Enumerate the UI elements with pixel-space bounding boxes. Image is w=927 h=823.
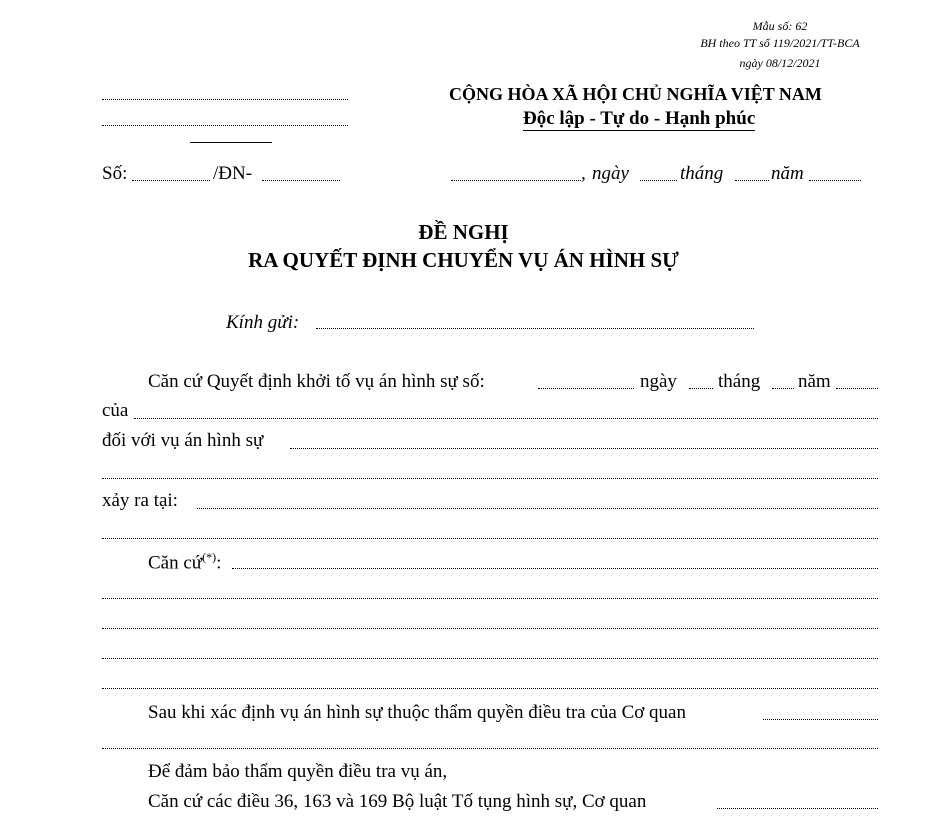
decision-basis-label: Căn cứ Quyết định khởi tố vụ án hình sự số: <box>148 371 485 392</box>
issuer-label: của <box>102 400 129 421</box>
decision-month-field[interactable] <box>772 388 794 389</box>
document-title-line-1: ĐỀ NGHỊ <box>418 220 509 244</box>
agency-line-2[interactable] <box>102 125 348 126</box>
basis-label <box>148 550 221 574</box>
basis-footnote-marker: (*) <box>202 550 217 564</box>
form-issued-date: ngày 08/12/2021 <box>739 56 821 70</box>
date-comma: , <box>581 163 586 184</box>
ensure-jurisdiction-statement: Để đảm bảo thẩm quyền điều tra vụ án, <box>148 761 448 782</box>
basis-field-line-3[interactable] <box>102 628 878 629</box>
case-label: đối với vụ án hình sự <box>102 430 264 451</box>
agency-line-1[interactable] <box>102 99 348 100</box>
document-title-line-2: RA QUYẾT ĐỊNH CHUYỂN VỤ ÁN HÌNH SỰ <box>248 248 679 272</box>
document-number-suffix-field[interactable] <box>262 180 340 181</box>
basis-field-line-2[interactable] <box>102 598 878 599</box>
basis-colon: : <box>216 552 222 574</box>
agency-underline <box>190 142 272 143</box>
basis-field[interactable] <box>232 568 878 569</box>
place-field[interactable] <box>451 180 581 181</box>
document-number-field[interactable] <box>132 180 210 181</box>
decision-number-field[interactable] <box>538 388 634 389</box>
date-year-label: năm <box>771 163 804 184</box>
location-field-continued[interactable] <box>102 538 878 539</box>
requesting-agency-field[interactable] <box>717 808 878 809</box>
basis-field-line-4[interactable] <box>102 658 878 659</box>
form-meta-block <box>655 18 905 72</box>
form-issued-by: BH theo TT số 119/2021/TT-BCA <box>700 36 860 50</box>
document-number-code: /ĐN- <box>213 163 253 184</box>
document-number-label: Số: <box>102 163 128 184</box>
date-day-label: ngày <box>592 163 629 184</box>
date-month-field[interactable] <box>735 180 769 181</box>
decision-month-label: tháng <box>718 371 761 392</box>
issuer-field[interactable] <box>134 418 878 419</box>
recipient-label: Kính gửi: <box>226 312 300 333</box>
form-number: Mẫu số: 62 <box>752 19 808 33</box>
decision-year-field[interactable] <box>836 388 878 389</box>
decision-year-label: năm <box>798 371 831 392</box>
jurisdiction-statement: Sau khi xác định vụ án hình sự thuộc thẩm quyền điều tra của Cơ quan <box>148 702 686 723</box>
national-motto <box>523 108 755 130</box>
decision-day-field[interactable] <box>689 388 713 389</box>
motto-text: Độc lập - Tự do - Hạnh phúc <box>523 108 756 129</box>
case-field[interactable] <box>290 448 878 449</box>
national-title: CỘNG HÒA XÃ HỘI CHỦ NGHĨA VIỆT NAM <box>449 84 822 104</box>
date-year-field[interactable] <box>809 180 861 181</box>
legal-basis-statement: Căn cứ các điều 36, 163 và 169 Bộ luật Tố tụng hình sự, Cơ quan <box>148 791 647 812</box>
location-label: xảy ra tại: <box>102 490 178 511</box>
date-day-field[interactable] <box>640 180 677 181</box>
investigating-agency-field[interactable] <box>763 719 878 720</box>
decision-day-label: ngày <box>640 371 677 392</box>
date-month-label: tháng <box>680 163 724 184</box>
recipient-field[interactable] <box>316 328 754 329</box>
basis-field-line-5[interactable] <box>102 688 878 689</box>
basis-text: Căn cứ <box>148 552 203 574</box>
investigating-agency-field-continued[interactable] <box>102 748 878 749</box>
case-field-continued[interactable] <box>102 478 878 479</box>
location-field[interactable] <box>197 508 878 509</box>
